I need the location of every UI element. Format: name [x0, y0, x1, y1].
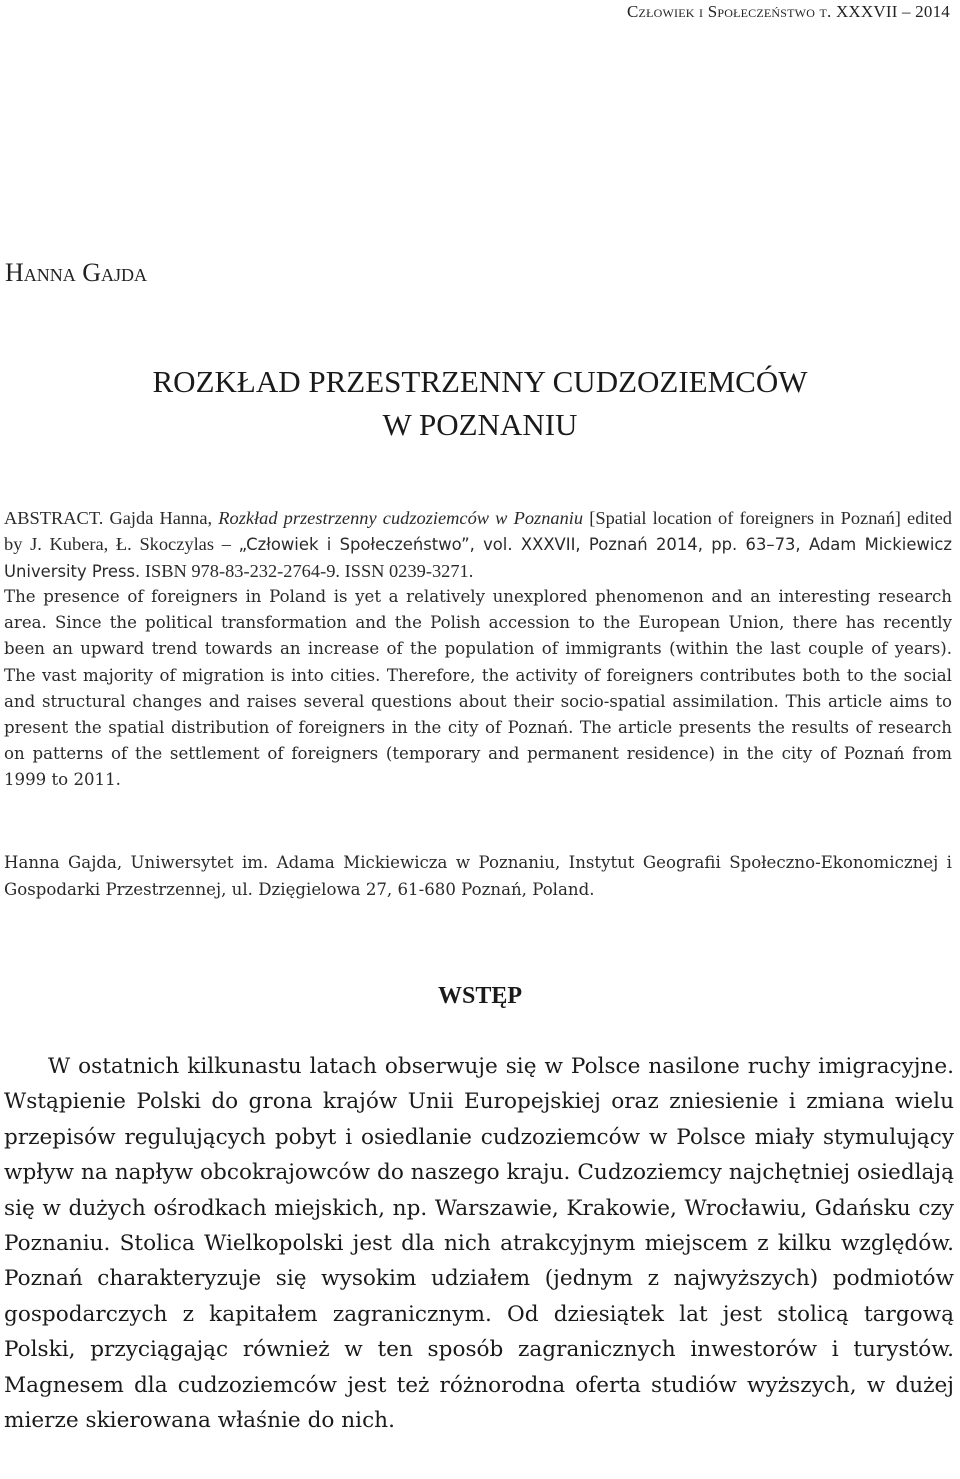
abstract-title-pl: Rozkład przestrzenny cudzoziemców w Poznaniu: [218, 508, 584, 528]
running-header: Człowiek i Społeczeństwo t. XXXVII – 2014: [627, 2, 950, 21]
introduction-paragraph: W ostatnich kilkunastu latach obserwuje się w Polsce nasilone ruchy imigracyjne. Wstąpienie Polski do grona krajów Unii Europejskiej oraz zniesienie i zmiana wielu przepisów regulujących pobyt i osiedlanie cudzoziemców w Polsce miały stymulujący wpływ na napływ obcokrajowców do naszego kraju. Cudzoziemcy najchętniej osiedlają się w dużych ośrodkach miejskich, np. Warszawie, Krakowie, Wrocławiu, Gdańsku czy Poznaniu. Stolica Wielkopolski jest dla nich atrakcyjnym miejscem z kilku względów. Poznań charakteryzuje się wysokim udziałem (jednym z najwyższych) podmiotów gospodarczych z kapitałem zagranicznym. Od dziesiątek lat jest stolicą targową Polski, przyciągając również w ten sposób zagranicznych inwestorów i turystów. Magnesem dla cudzoziemców jest też różnorodna oferta studiów wyższych, w dużej mierze skierowana właśnie do nich.: [4, 1054, 954, 1434]
abstract-block: [4, 505, 952, 586]
author-name: Hanna Gajda: [5, 258, 148, 287]
abstract-isbn: ISBN 978-83-232-2764-9. ISSN 0239-3271.: [144, 561, 474, 582]
article-title: [0, 360, 960, 446]
article-title-line-2: W POZNANIU: [382, 407, 578, 442]
abstract-series: „Człowiek i Społeczeństwo”, vol. XXXVII, Poznań 2014, pp. 63–73, Adam Mickiewicz University Press.: [4, 535, 952, 582]
author-affiliation: Hanna Gajda, Uniwersytet im. Adama Mickiewicza w Poznaniu, Instytut Geografii Społeczno-Ekonomicznej i Gospodarki Przestrzennej, ul. Dzięgielowa 27, 61-680 Poznań, Poland.: [4, 853, 952, 899]
abstract-title-en: [Spatial location of foreigners in Poznań] edited by J. Kubera, Ł. Skoczylas –: [4, 508, 952, 555]
summary-paragraph: The presence of foreigners in Poland is yet a relatively unexplored phenomenon and an interesting research area. Since the political transformation and the Polish accession to the European Union, there has recently been an upward trend towards an increase of the population of immigrants (within the last couple of years). The vast majority of migration is into cities. Therefore, the activity of foreigners contributes both to the social and structural changes and raises several questions about their socio-spatial assimilation. This article aims to present the spatial distribution of foreigners in the city of Poznań. The article presents the results of research on patterns of the settlement of foreigners (temporary and permanent residence) in the city of Poznań from 1999 to 2011.: [4, 587, 952, 790]
abstract-label: ABSTRACT. Gajda Hanna,: [4, 508, 213, 528]
article-title-line-1: ROZKŁAD PRZESTRZENNY CUDZOZIEMCÓW: [152, 364, 808, 399]
section-heading-introduction: WSTĘP: [437, 983, 523, 1009]
